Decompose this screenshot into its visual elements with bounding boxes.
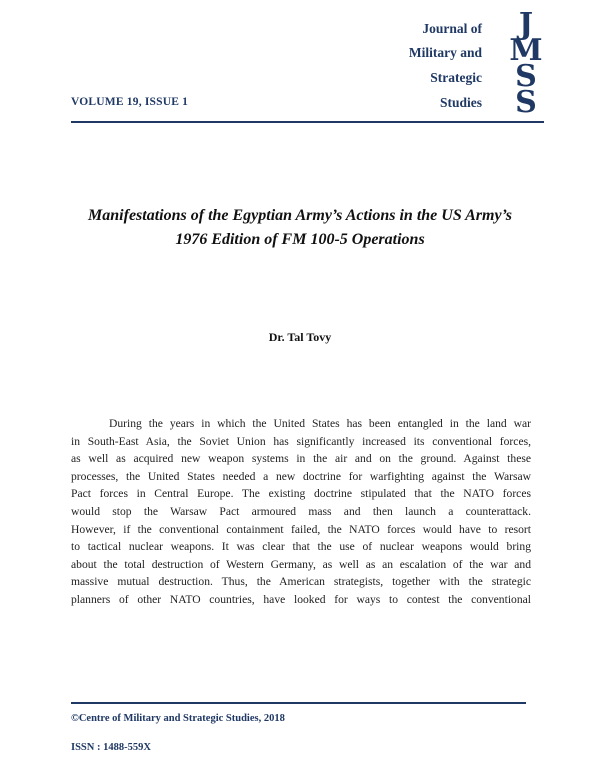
header-divider [71,121,544,123]
body-line: During the years in which the United States has been entangled in the land war [109,417,531,430]
body-line: to tactical nuclear weapons. It was clear that the use of nuclear weapons would bring [71,540,531,554]
journal-name-line-1: Journal of [422,21,482,36]
body-line: However, if the conventional containment failed, the NATO forces would have to resort [71,522,531,536]
copyright-notice: ©Centre of Military and Strategic Studies, 2018 [71,713,285,724]
logo-letter-j: J [518,7,534,42]
body-line: planners of other NATO countries, have looked for ways to contest the conventional [71,592,531,606]
article-title-line-1: Manifestations of the Egyptian Army’s Actions in the US Army’s [88,207,512,224]
article-title-line-2: 1976 Edition of FM 100-5 Operations [175,231,425,248]
body-line: massive mutual destruction. Thus, the American strategists, together with the strategic [71,575,531,589]
issn-number: ISSN : 1488-559X [71,742,151,753]
body-line: in South-East Asia, the Soviet Union has significantly increased its conventional forces, [71,434,531,448]
body-line: Pact forces in Central Europe. The existing doctrine stipulated that the NATO forces [71,487,531,501]
volume-issue: VOLUME 19, ISSUE 1 [71,96,189,108]
author-name: Dr. Tal Tovy [268,330,332,344]
logo-letter-m: M [509,33,543,68]
body-line: would stop the Warsaw Pact armoured mass and then launch a counterattack. [71,504,531,518]
journal-name-line-3: Strategic [430,70,482,85]
journal-name-line-2: Military and [408,45,482,60]
body-paragraph [71,415,531,609]
article-title [40,204,560,252]
logo-letter-s2: S [515,85,537,120]
footer-divider [71,702,526,704]
body-line: about the total destruction of Western Germany, as well as an escalation of the war and [71,557,531,571]
logo-letter-s1: S [515,59,537,94]
body-line: processes, the United States needed a new doctrine for warfighting against the Warsaw [71,469,531,483]
body-line: as well as acquired new weapon systems in the air and on the ground. Against these [71,452,531,466]
journal-name-line-4: Studies [439,95,482,110]
